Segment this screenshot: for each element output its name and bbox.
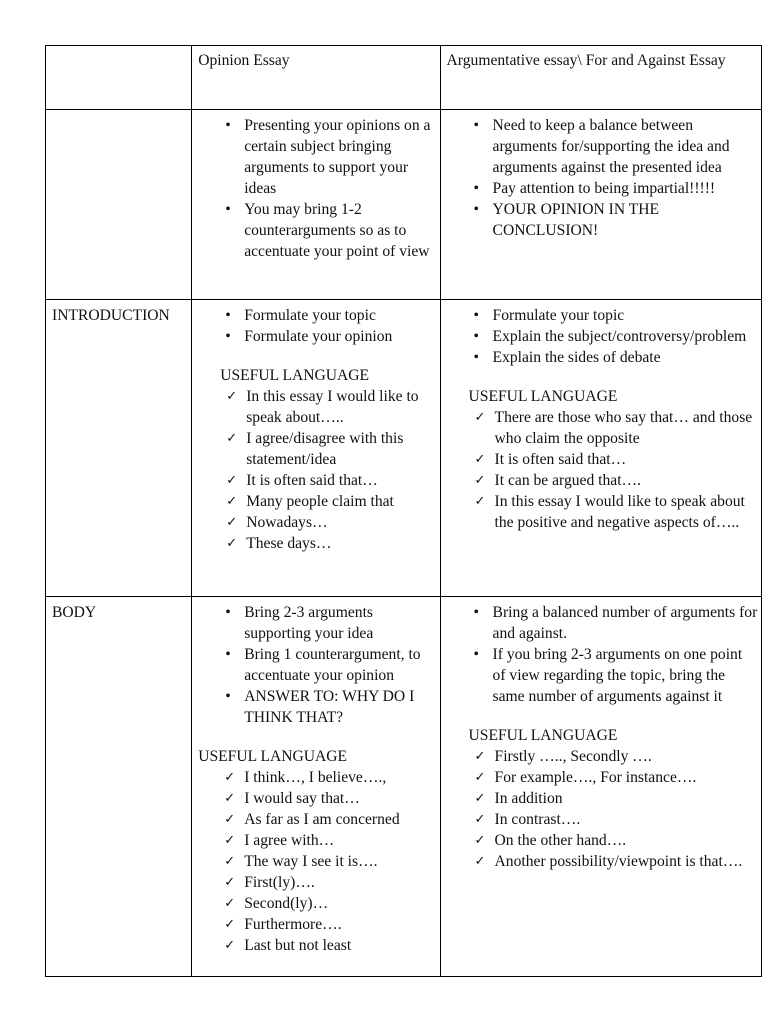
- body-opinion-cell: [192, 597, 440, 977]
- overview-argumentative-cell: [440, 110, 761, 300]
- header-opinion-essay: Opinion Essay: [192, 46, 440, 110]
- list-item: • Pay attention to being impartial!!!!!: [447, 178, 758, 199]
- phrase-item: ✓ I agree/disagree with this statement/idea: [198, 428, 436, 470]
- overview-row: [46, 110, 762, 300]
- body-opinion-phrases: [198, 767, 436, 956]
- phrase-item: ✓ Firstly ….., Secondly ….: [447, 746, 758, 767]
- phrase-item: ✓ These days…: [198, 533, 436, 554]
- phrase-item: ✓ Another possibility/viewpoint is that….: [447, 851, 758, 872]
- phrase-item: ✓ In this essay I would like to speak about the positive and negative aspects of…..: [447, 491, 758, 533]
- list-item: • Explain the sides of debate: [447, 347, 758, 368]
- body-argumentative-phrases: [447, 746, 758, 872]
- phrase-item: ✓ For example…., For instance….: [447, 767, 758, 788]
- row-label: INTRODUCTION: [52, 307, 170, 324]
- body-argumentative-cell: [440, 597, 761, 977]
- phrase-item: ✓ In addition: [447, 788, 758, 809]
- list-item: • YOUR OPINION IN THE CONCLUSION!: [447, 199, 758, 241]
- phrase-item: ✓ In contrast….: [447, 809, 758, 830]
- useful-language-label: USEFUL LANGUAGE: [220, 367, 370, 384]
- phrase-item: ✓ I think…, I believe….,: [198, 767, 436, 788]
- introduction-opinion-cell: [192, 300, 440, 597]
- introduction-argumentative-points: [447, 305, 758, 368]
- body-opinion-points: [198, 602, 436, 728]
- header-row: [46, 46, 762, 110]
- phrase-item: ✓ Nowadays…: [198, 512, 436, 533]
- phrase-item: ✓ In this essay I would like to speak about…..: [198, 386, 436, 428]
- phrase-item: ✓ It is often said that…: [447, 449, 758, 470]
- introduction-opinion-points: [198, 305, 436, 347]
- phrase-item: ✓ The way I see it is….: [198, 851, 436, 872]
- introduction-argumentative-cell: [440, 300, 761, 597]
- list-item: • Presenting your opinions on a certain subject bringing arguments to support your ideas: [198, 115, 436, 199]
- overview-label-cell: [46, 110, 192, 300]
- row-label: BODY: [52, 604, 97, 621]
- useful-language-label: USEFUL LANGUAGE: [468, 388, 618, 405]
- useful-language-label: USEFUL LANGUAGE: [198, 748, 348, 765]
- phrase-item: ✓ Second(ly)…: [198, 893, 436, 914]
- list-item: • Formulate your topic: [447, 305, 758, 326]
- list-item: • You may bring 1-2 counterarguments so as to accentuate your point of view: [198, 199, 436, 262]
- list-item: • Bring a balanced number of arguments for and against.: [447, 602, 758, 644]
- list-item: • ANSWER TO: WHY DO I THINK THAT?: [198, 686, 436, 728]
- phrase-item: ✓ As far as I am concerned: [198, 809, 436, 830]
- list-item: • Bring 1 counterargument, to accentuate your opinion: [198, 644, 436, 686]
- phrase-item: ✓ On the other hand….: [447, 830, 758, 851]
- header-argumentative-essay: Argumentative essay\ For and Against Essay: [440, 46, 761, 110]
- body-label-cell: [46, 597, 192, 977]
- list-item: • Need to keep a balance between arguments for/supporting the idea and arguments against the presented idea: [447, 115, 758, 178]
- useful-language-label: USEFUL LANGUAGE: [468, 727, 618, 744]
- introduction-argumentative-phrases: [447, 407, 758, 533]
- body-row: [46, 597, 762, 977]
- list-item: • Bring 2-3 arguments supporting your idea: [198, 602, 436, 644]
- phrase-item: ✓ I agree with…: [198, 830, 436, 851]
- overview-argumentative-list: [447, 115, 758, 241]
- phrase-item: ✓ It is often said that…: [198, 470, 436, 491]
- introduction-opinion-phrases: [198, 386, 436, 554]
- header-empty-cell: [46, 46, 192, 110]
- phrase-item: ✓ There are those who say that… and those who claim the opposite: [447, 407, 758, 449]
- list-item: • Explain the subject/controversy/problem: [447, 326, 758, 347]
- introduction-row: [46, 300, 762, 597]
- phrase-item: ✓ It can be argued that….: [447, 470, 758, 491]
- overview-opinion-list: [198, 115, 436, 262]
- body-argumentative-points: [447, 602, 758, 707]
- list-item: • Formulate your opinion: [198, 326, 436, 347]
- essay-comparison-table: [45, 45, 762, 977]
- phrase-item: ✓ First(ly)….: [198, 872, 436, 893]
- phrase-item: ✓ Last but not least: [198, 935, 436, 956]
- introduction-label-cell: [46, 300, 192, 597]
- list-item: • If you bring 2-3 arguments on one point of view regarding the topic, bring the same number of arguments against it: [447, 644, 758, 707]
- overview-opinion-cell: [192, 110, 440, 300]
- phrase-item: ✓ Many people claim that: [198, 491, 436, 512]
- phrase-item: ✓ I would say that…: [198, 788, 436, 809]
- list-item: • Formulate your topic: [198, 305, 436, 326]
- phrase-item: ✓ Furthermore….: [198, 914, 436, 935]
